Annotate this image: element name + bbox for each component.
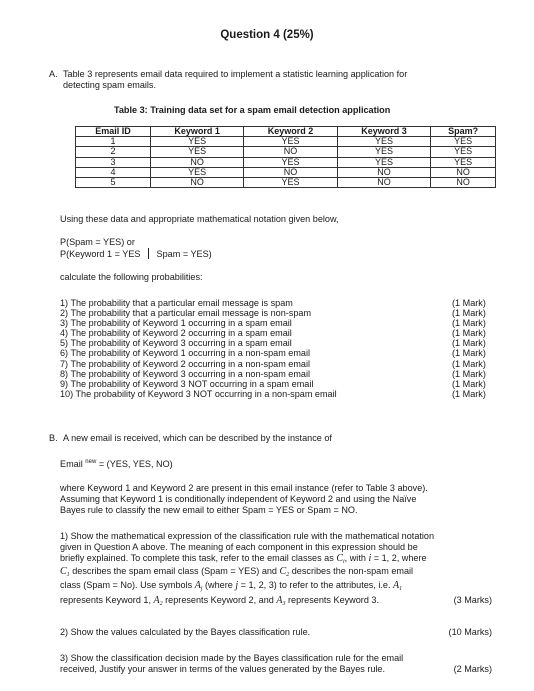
table-cell: NO: [431, 178, 496, 188]
table-header-cell: Keyword 2: [244, 127, 337, 137]
q1-marks: (3 Marks): [453, 595, 492, 605]
part-a-intro-line2: detecting spam emails.: [63, 80, 157, 90]
marks-label: (1 Mark): [452, 378, 486, 389]
question-text: 5) The probability of Keyword 3 occurring in a spam email: [60, 338, 292, 349]
symbol-a-3: $A_3$: [276, 595, 286, 607]
table-caption: Table 3: Training data set for a spam email detection application: [114, 105, 391, 115]
notation-line1: P(Spam = YES) or: [60, 237, 135, 247]
symbol-c-i: $C_i$: [336, 553, 345, 565]
email-value: = (YES, YES, NO): [98, 459, 173, 469]
probability-questions: [60, 298, 492, 399]
table-cell: 1: [76, 137, 151, 147]
list-item: [60, 348, 492, 358]
question-title: Question 4 (25%): [220, 29, 314, 41]
table-cell: NO: [150, 178, 243, 188]
symbol-i: i: [368, 553, 372, 564]
symbol-a-2: $A_2$: [153, 595, 163, 607]
symbol-a-j: $A_j$: [194, 580, 203, 592]
table-cell: NO: [337, 167, 430, 177]
marks-label: (1 Mark): [452, 298, 486, 308]
table-cell: 2: [76, 147, 151, 157]
list-item: [60, 389, 492, 399]
notation-line2-left: P(Keyword 1 = YES: [60, 249, 141, 259]
symbol-c-2: $C_2$: [279, 566, 290, 578]
q3-line1: 3) Show the classification decision made by the Bayes classification rule for the email: [60, 653, 404, 663]
where-line2: Assuming that Keyword 1 is conditionally independent of Keyword 2 and using the Naïve: [60, 494, 417, 504]
marks-label: (1 Mark): [452, 388, 486, 399]
q1-line3: [60, 553, 427, 564]
table-cell: YES: [244, 157, 337, 167]
question-text: 3) The probability of Keyword 1 occurring in a spam email: [60, 318, 292, 329]
list-item: [60, 338, 492, 348]
part-a-intro-line1: Table 3 represents email data required to implement a statistic learning application for: [63, 69, 408, 79]
table-row: [76, 178, 496, 188]
table-cell: YES: [431, 137, 496, 147]
marks-label: (1 Mark): [452, 368, 486, 379]
table-cell: YES: [150, 147, 243, 157]
q1-line6-text: represents Keyword 1,: [60, 595, 151, 605]
table-row: [76, 167, 496, 177]
notation-line2-right: Spam = YES): [156, 249, 212, 259]
question-text: 1) The probability that a particular email message is spam: [60, 298, 293, 308]
q3-text: received, Justify your answer in terms of the values generated by the Bayes rule.: [60, 664, 386, 674]
part-a-label: A.: [49, 69, 58, 79]
q1-line6-text: represents Keyword 3.: [288, 595, 379, 605]
q1-line5-text: (where: [205, 580, 233, 590]
table-row: [76, 137, 496, 147]
table-cell: YES: [337, 147, 430, 157]
table-cell: YES: [337, 157, 430, 167]
table-cell: YES: [431, 147, 496, 157]
table-header-cell: Email ID: [76, 127, 151, 137]
where-line1: where Keyword 1 and Keyword 2 are present in this email instance (refer to Table 3 above).: [60, 483, 428, 493]
training-data-table: [75, 126, 496, 188]
question-text: 6) The probability of Keyword 1 occurring in a non-spam email: [60, 348, 311, 359]
new-email-instance: [60, 459, 173, 469]
q2-line: [60, 627, 492, 637]
q1-line3-text: briefly explained. To complete this task, refer to the email classes as: [60, 553, 334, 563]
table-cell: YES: [244, 178, 337, 188]
table-cell: NO: [244, 167, 337, 177]
marks-label: (1 Mark): [452, 318, 486, 329]
question-text: 10) The probability of Keyword 3 NOT occurring in a non-spam email: [60, 388, 337, 399]
table-cell: NO: [431, 167, 496, 177]
calc-text: calculate the following probabilities:: [60, 272, 203, 282]
marks-label: (1 Mark): [452, 328, 486, 339]
question-text: 9) The probability of Keyword 3 NOT occurring in a spam email: [60, 378, 314, 389]
marks-label: (1 Mark): [452, 338, 486, 349]
q1-line5-text: = 1, 2, 3) to refer to the attributes, i.e.: [240, 580, 391, 590]
list-item: [60, 308, 492, 318]
question-text: 8) The probability of Keyword 3 occurring in a non-spam email: [60, 368, 311, 379]
marks-label: (1 Mark): [452, 348, 486, 359]
q1-line1: 1) Show the mathematical expression of the classification rule with the mathematical notation: [60, 531, 435, 541]
question-text: 2) The probability that a particular email message is non-spam: [60, 308, 312, 319]
table-header-cell: Keyword 1: [150, 127, 243, 137]
q1-line4-text: describes the spam email class (Spam = YES) and: [72, 566, 277, 576]
question-text: 4) The probability of Keyword 2 occurring in a spam email: [60, 328, 292, 339]
symbol-c-1: $C_1$: [60, 566, 70, 578]
table-cell: 4: [76, 167, 151, 177]
q1-line4: [60, 566, 413, 577]
notation-line2: [60, 248, 212, 259]
q2-text: 2) Show the values calculated by the Bayes classification rule.: [60, 627, 311, 637]
list-item: [60, 328, 492, 338]
where-line3: Bayes rule to classify the new email to either Spam = YES or Spam = NO.: [60, 505, 358, 515]
q1-line6: [60, 595, 492, 606]
table-cell: 3: [76, 157, 151, 167]
list-item: [60, 359, 492, 369]
list-item: [60, 318, 492, 328]
table-cell: YES: [244, 137, 337, 147]
q1-line3-text: , with: [344, 553, 366, 563]
q1-line2: given in Question A above. The meaning of each component in this expression should be: [60, 542, 418, 552]
q1-line4-text: describes the non-spam email: [291, 566, 414, 576]
part-b-intro: A new email is received, which can be described by the instance of: [63, 433, 332, 443]
table-header-cell: Spam?: [431, 127, 496, 137]
email-label: Email: [60, 459, 83, 469]
table-cell: 5: [76, 178, 151, 188]
q1-line6-text: represents Keyword 2, and: [165, 595, 274, 605]
table-header-row: [76, 127, 496, 137]
table-row: [76, 147, 496, 157]
symbol-a-1: $A_1$: [393, 580, 403, 592]
table-cell: YES: [337, 137, 430, 147]
using-text: Using these data and appropriate mathematical notation given below,: [60, 214, 339, 224]
table-cell: NO: [244, 147, 337, 157]
table-cell: YES: [150, 167, 243, 177]
table-cell: YES: [431, 157, 496, 167]
marks-label: (1 Mark): [452, 308, 486, 319]
q3-line2: [60, 664, 492, 674]
question-text: 7) The probability of Keyword 2 occurring in a non-spam email: [60, 358, 311, 369]
list-item: [60, 369, 492, 379]
list-item: [60, 379, 492, 389]
table-row: [76, 157, 496, 167]
table-header-cell: Keyword 3: [337, 127, 430, 137]
table-cell: NO: [150, 157, 243, 167]
part-b-label: B.: [49, 433, 58, 443]
table-cell: NO: [337, 178, 430, 188]
table-cell: YES: [150, 137, 243, 147]
q2-marks: (10 Marks): [448, 627, 492, 637]
email-superscript: new: [85, 459, 97, 465]
symbol-j: j: [235, 580, 239, 591]
marks-label: (1 Mark): [452, 358, 486, 369]
q3-marks: (2 Marks): [453, 664, 492, 674]
q1-line5: [60, 580, 402, 591]
given-bar: [148, 248, 149, 259]
list-item: [60, 298, 492, 308]
q1-line5-text: class (Spam = No). Use symbols: [60, 580, 193, 590]
q1-line3-text: = 1, 2, where: [373, 553, 427, 563]
